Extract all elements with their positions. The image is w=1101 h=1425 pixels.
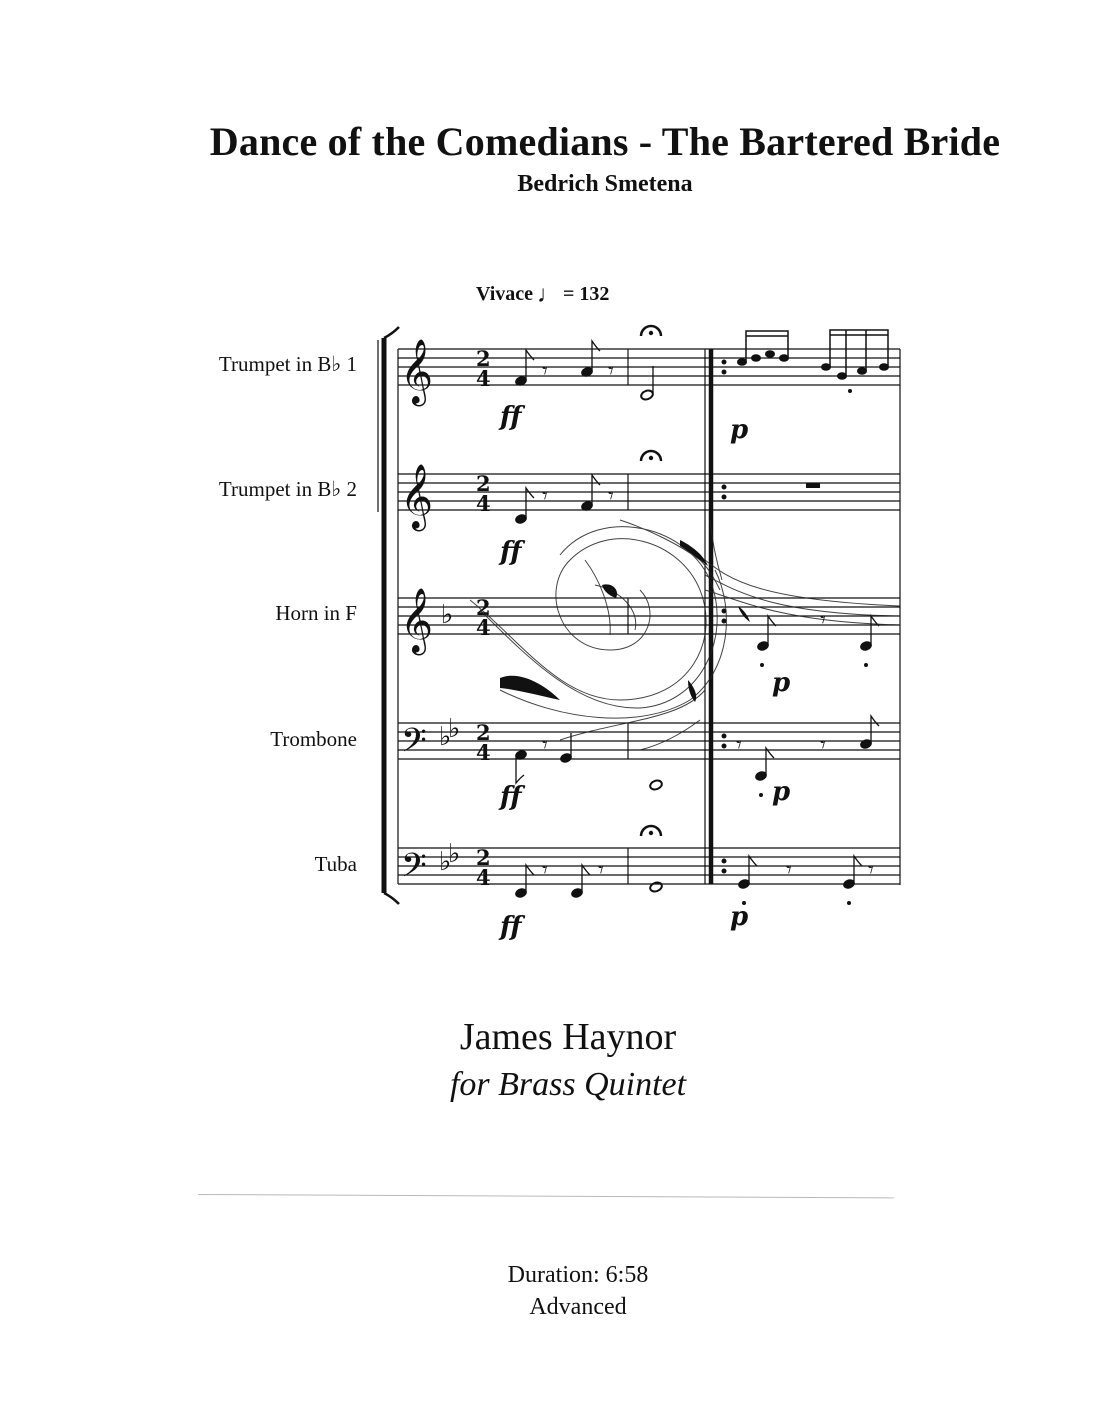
svg-text:𝄾: 𝄾 [786, 858, 792, 883]
system-bracket [378, 327, 399, 904]
svg-text:𝄾: 𝄾 [542, 484, 548, 509]
time-sig-top: 2 [476, 595, 491, 620]
treble-clef-icon: 𝄞 [400, 339, 434, 404]
dynamic-tuba-ff: ff [500, 912, 522, 942]
bass-clef-icon: 𝄢 [401, 847, 427, 893]
swirl-distortion [470, 520, 900, 750]
bass-clef-icon: 𝄢 [401, 722, 427, 768]
dynamic-trumpet-2-ff: ff [500, 537, 522, 567]
duration-text: Duration: 6:58 [507, 1262, 649, 1288]
ensemble-subtitle: for Brass Quintet [449, 1066, 687, 1103]
tempo-bpm: = 132 [563, 283, 610, 305]
tempo-label: Vivace [476, 283, 534, 305]
composer-name: Bedrich Smetena [517, 171, 693, 197]
dynamic-trumpet-1-ff: ff [500, 402, 522, 432]
time-sig-top: 2 [476, 845, 491, 870]
flat-icon: ♭ [439, 722, 452, 752]
dynamic-horn-p: p [772, 668, 791, 698]
dynamic-tuba-p: p [730, 902, 749, 932]
svg-text:𝄾: 𝄾 [820, 733, 826, 758]
piece-title: Dance of the Comedians - The Bartered Bride [209, 119, 1001, 164]
instrument-label-trombone: Trombone [270, 727, 357, 751]
key-signatures [439, 600, 460, 877]
instrument-label-tuba: Tuba [314, 852, 357, 876]
notes [514, 330, 888, 899]
rests [542, 359, 874, 883]
svg-text:𝄾: 𝄾 [820, 608, 826, 633]
time-sig-bottom: 4 [476, 491, 491, 516]
time-sig-bottom: 4 [476, 366, 491, 391]
time-sig-bottom: 4 [476, 615, 491, 640]
svg-text:𝄾: 𝄾 [542, 359, 548, 384]
flat-icon: ♭ [448, 839, 461, 869]
time-sig-top: 2 [476, 471, 491, 496]
time-sig-bottom: 4 [476, 740, 491, 765]
flat-icon: ♭ [441, 600, 454, 630]
treble-clef-icon: 𝄞 [400, 588, 434, 653]
dynamic-trumpet-1-p: p [730, 415, 749, 445]
flat-icon: ♭ [439, 847, 452, 877]
treble-clef-icon: 𝄞 [400, 464, 434, 529]
time-sig-bottom: 4 [476, 865, 491, 890]
time-sig-top: 2 [476, 346, 491, 371]
arranger-name: James Haynor [459, 1016, 677, 1058]
svg-text:𝄾: 𝄾 [542, 733, 548, 758]
svg-text:𝄾: 𝄾 [598, 858, 604, 883]
dynamic-trombone-ff: ff [500, 782, 522, 812]
svg-text:𝄾: 𝄾 [608, 484, 614, 509]
dynamic-trombone-p: p [772, 777, 791, 807]
svg-text:𝄾: 𝄾 [542, 858, 548, 883]
svg-text:𝄾: 𝄾 [736, 733, 742, 758]
time-sig-top: 2 [476, 720, 491, 745]
difficulty-level: Advanced [529, 1294, 627, 1320]
quarter-note-icon: ♩ [537, 282, 562, 308]
clefs [400, 339, 433, 893]
svg-text:𝄾: 𝄾 [608, 359, 614, 384]
flat-icon: ♭ [448, 714, 461, 744]
svg-text:𝄾: 𝄾 [868, 858, 874, 883]
instrument-label-horn: Horn in F [275, 601, 357, 625]
instrument-label-trumpet-1: Trumpet in B♭ 1 [218, 352, 357, 376]
instrument-label-trumpet-2: Trumpet in B♭ 2 [218, 477, 357, 501]
